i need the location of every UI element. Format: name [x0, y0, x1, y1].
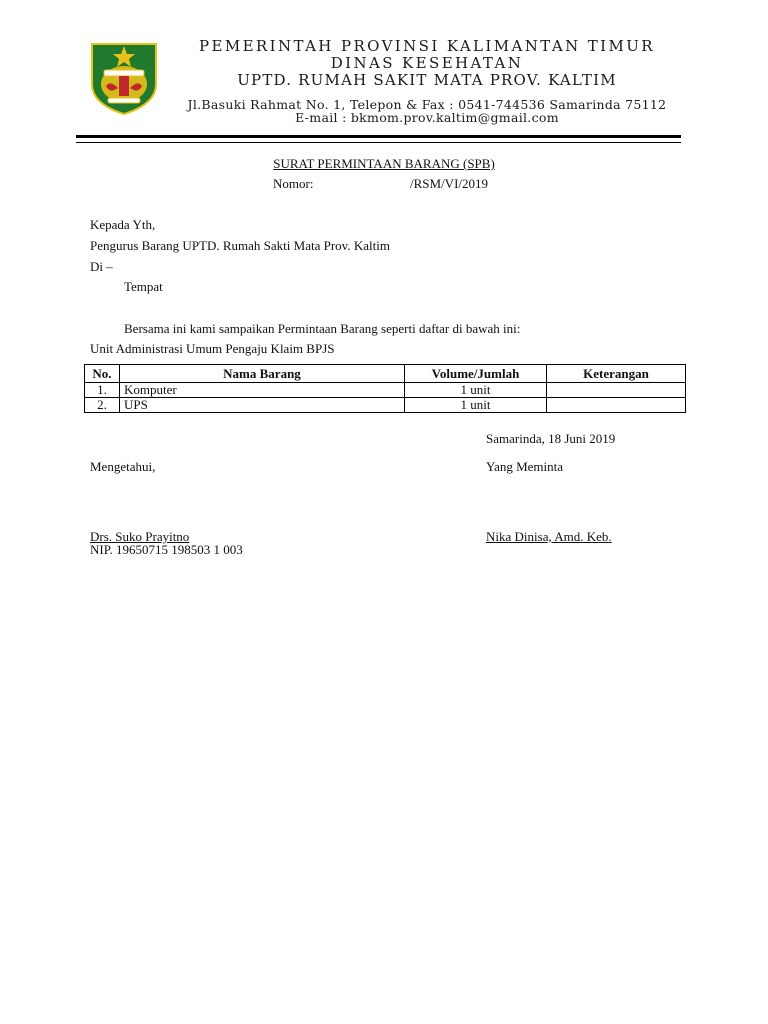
letterhead-email: E-mail : bkmom.prov.kaltim@gmail.com: [295, 110, 559, 125]
header-rule-thick: [76, 135, 681, 138]
nomor-label: Nomor:: [273, 176, 314, 191]
cell-volume: 1 unit: [405, 398, 547, 413]
cell-keterangan: [547, 398, 686, 413]
addressee-di: Di –: [90, 259, 113, 274]
requester-name: Nika Dinisa, Amd. Keb.: [486, 529, 612, 544]
acknowledger-name: Drs. Suko Prayitno: [90, 529, 190, 544]
col-header-keterangan: Keterangan: [547, 365, 686, 383]
items-table: [84, 364, 686, 413]
col-header-nama-barang: Nama Barang: [120, 365, 405, 383]
letterhead-address: Jl.Basuki Rahmat No. 1, Telepon & Fax : 0541-744536 Samarinda 75112: [187, 97, 667, 112]
acknowledger-nip: NIP. 19650715 198503 1 003: [90, 542, 243, 557]
nomor-value: /RSM/VI/2019: [410, 176, 489, 191]
letter-title: SURAT PERMINTAAN BARANG (SPB): [273, 156, 495, 171]
cell-volume: 1 unit: [405, 383, 547, 398]
col-header-volume: Volume/Jumlah: [405, 365, 547, 383]
cell-no: 1.: [85, 383, 120, 398]
addressee-name: Pengurus Barang UPTD. Rumah Sakti Mata Prov. Kaltim: [90, 238, 390, 253]
cell-no: 2.: [85, 398, 120, 413]
requester-label: Yang Meminta: [486, 459, 564, 474]
cell-nama: Komputer: [120, 383, 405, 398]
letter-body: Bersama ini kami sampaikan Permintaan Barang seperti daftar di bawah ini:: [124, 321, 521, 336]
place-date: Samarinda, 18 Juni 2019: [486, 431, 616, 446]
letterhead-hospital: UPTD. RUMAH SAKIT MATA PROV. KALTIM: [237, 71, 617, 89]
addressee-greeting: Kepada Yth,: [90, 217, 156, 232]
col-header-no: No.: [85, 365, 120, 383]
header-rule-thin: [76, 142, 681, 143]
letterhead-government: PEMERINTAH PROVINSI KALIMANTAN TIMUR: [198, 37, 655, 55]
table-row: [85, 383, 686, 398]
requesting-unit: Unit Administrasi Umum Pengaju Klaim BPJS: [90, 341, 335, 356]
letterhead-department: DINAS KESEHATAN: [330, 54, 524, 72]
acknowledged-label: Mengetahui,: [90, 459, 156, 474]
table-row: [85, 398, 686, 413]
cell-nama: UPS: [120, 398, 405, 413]
cell-keterangan: [547, 383, 686, 398]
table-header-row: [85, 365, 686, 383]
addressee-place: Tempat: [124, 279, 163, 294]
